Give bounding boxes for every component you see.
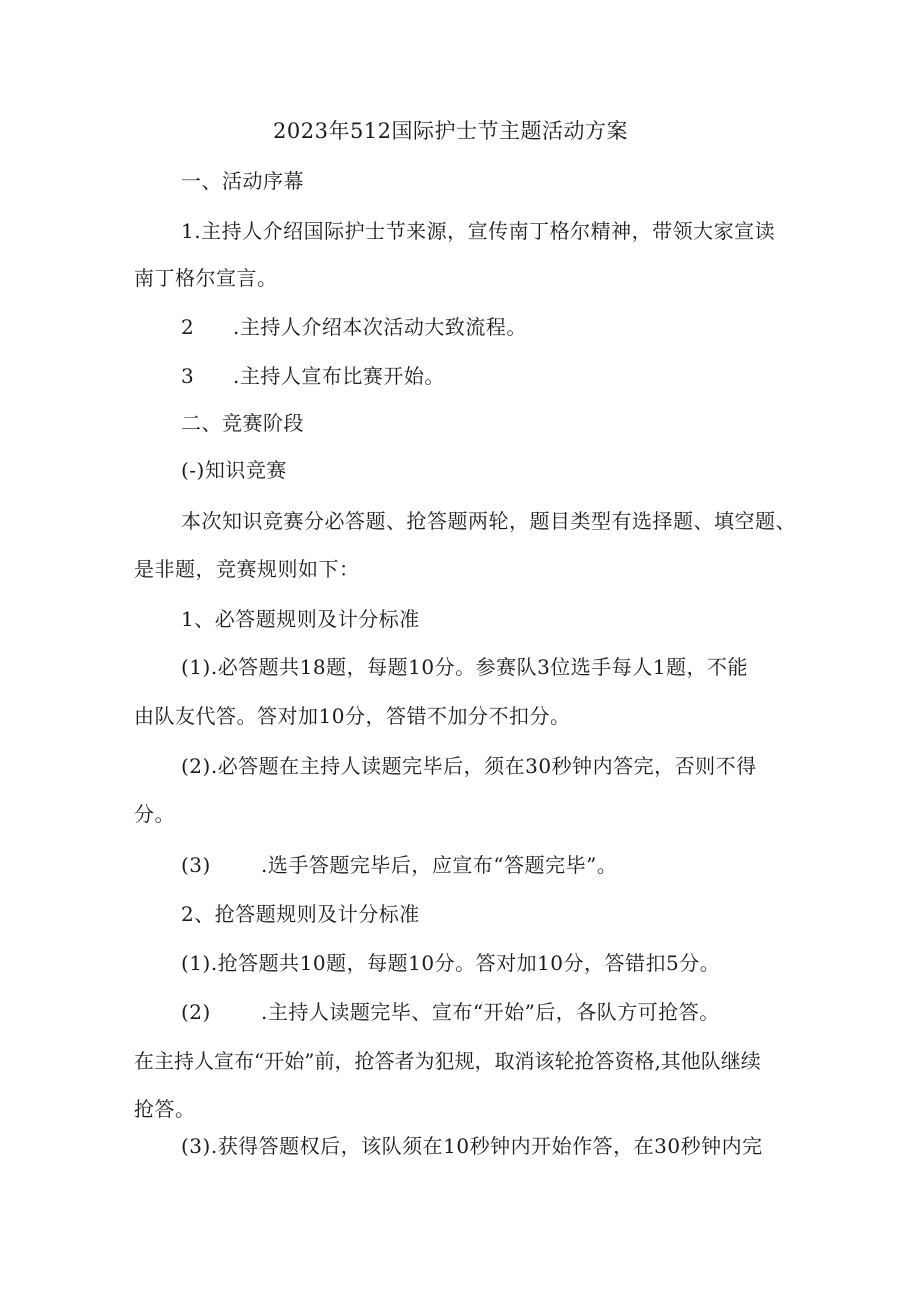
rule-2-2 [181, 998, 720, 1026]
item-1-line-2: 南丁格尔宣言。 [134, 266, 278, 290]
item-2-text: .主持人介绍本次活动大致流程。 [233, 315, 527, 339]
item-2-number: 2 [181, 315, 195, 339]
rule-2-3-line-1: (3).获得答题权后，该队须在10秒钟内开始作答，在30秒钟内完 [181, 1134, 763, 1158]
rule-1-heading: 1、必答题规则及计分标准 [181, 607, 420, 631]
rule-1-1-line-1: (1).必答题共18题，每题10分。参赛队3位选手每人1题，不能 [181, 655, 749, 679]
rule-1-2-line-2: 分。 [134, 802, 175, 826]
item-3 [181, 362, 445, 390]
rule-2-heading: 2、抢答题规则及计分标准 [181, 902, 420, 926]
rule-1-3-text: .选手答题完毕后，应宣布“答题完毕”。 [261, 853, 618, 877]
item-3-number: 3 [181, 364, 195, 388]
rule-1-1-line-2: 由队友代答。答对加10分，答错不加分不扣分。 [134, 704, 571, 728]
rule-2-2-number: (2) [181, 1000, 211, 1024]
subsection-heading-knowledge-contest: (-)知识竞赛 [181, 458, 287, 482]
item-3-text: .主持人宣布比赛开始。 [233, 364, 445, 388]
rule-1-3-number: (3) [181, 853, 211, 877]
rule-2-1: (1).抢答题共10题，每题10分。答对加10分，答错扣5分。 [181, 951, 721, 975]
intro-line-1: 本次知识竞赛分必答题、抢答题两轮，题目类型有选择题、填空题、 [181, 509, 796, 533]
section-heading-opening: 一、活动序幕 [181, 169, 304, 193]
intro-line-2: 是非题，竞赛规则如下： [134, 557, 360, 581]
rule-2-2-line-2: 在主持人宣布“开始”前，抢答者为犯规，取消该轮抢答资格,其他队继续 [134, 1049, 761, 1073]
document-title: 2023年512国际护士节主题活动方案 [273, 119, 629, 143]
rule-1-2-line-1: (2).必答题在主持人读题完毕后，须在30秒钟内答完，否则不得 [181, 754, 757, 778]
rule-2-2-line-3: 抢答。 [134, 1097, 196, 1121]
section-heading-competition: 二、竞赛阶段 [181, 411, 304, 435]
rule-2-2-text: .主持人读题完毕、宣布“开始”后，各队方可抢答。 [261, 1000, 720, 1024]
rule-1-3 [181, 851, 617, 879]
item-1-line-1: 1.主持人介绍国际护士节来源，宣传南丁格尔精神，带领大家宣读 [181, 219, 776, 243]
item-2 [181, 313, 527, 341]
